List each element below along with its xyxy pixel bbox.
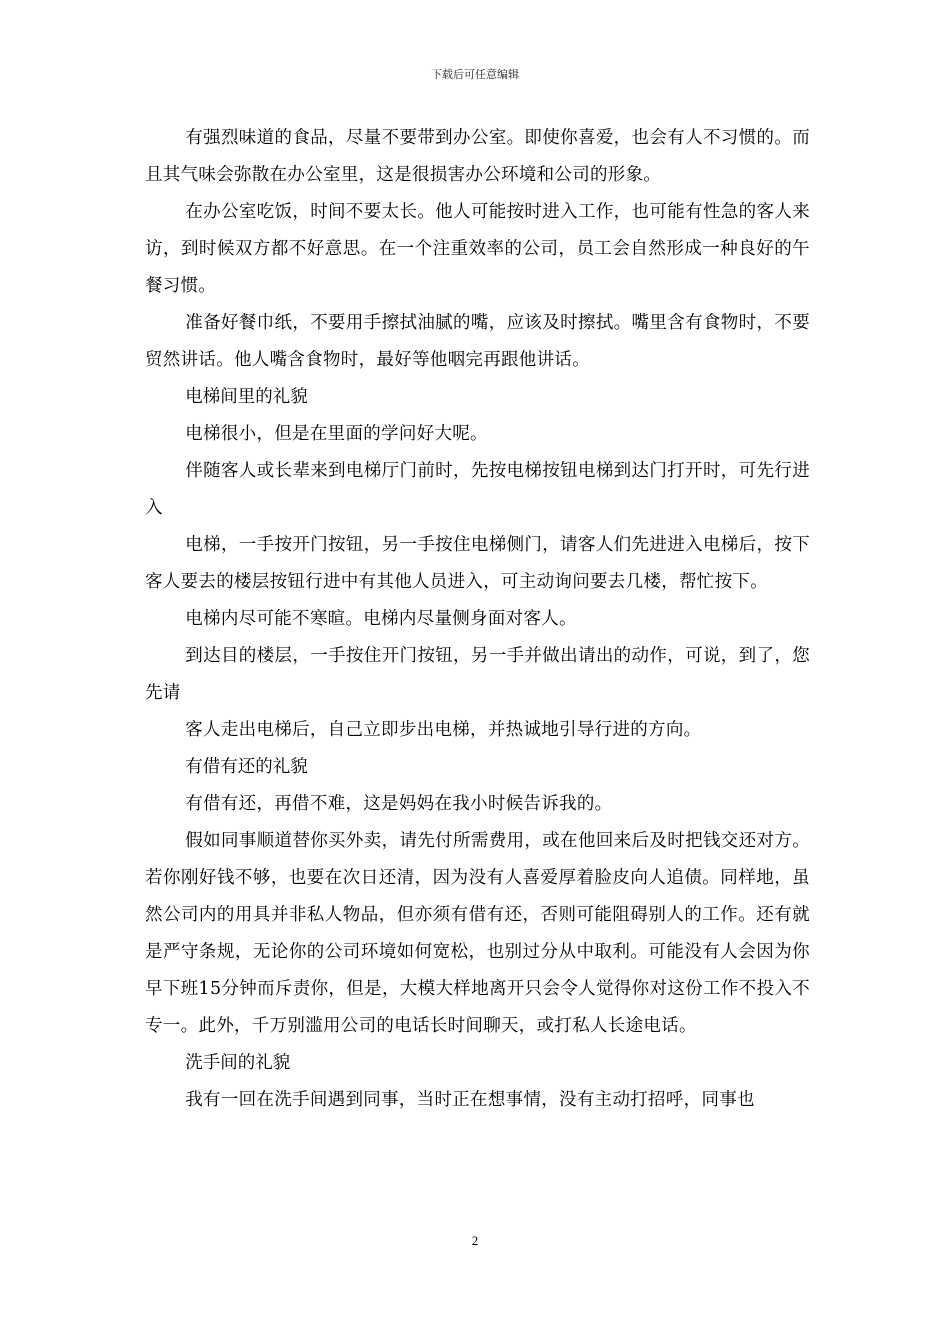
paragraph: 在办公室吃饭，时间不要太长。他人可能按时进入工作，也可能有性急的客人来访，到时候双方都不好意思。在一个注重效率的公司，员工会自然形成一种良好的午餐习惯。 xyxy=(145,202,810,296)
paragraph: 电梯很小，但是在里面的学问好大呢。 xyxy=(185,424,488,444)
paragraph: 电梯，一手按开门按钮，另一手按住电梯侧门，请客人们先进进入电梯后，按下客人要去的楼层按钮行进中有其他人员进入，可主动询问要去几楼，帮忙按下。 xyxy=(145,535,810,592)
paragraph: 我有一回在洗手间遇到同事，当时正在想事情，没有主动打招呼，同事也 xyxy=(185,1090,755,1110)
page-number: 2 xyxy=(471,1233,479,1248)
paragraph: 伴随客人或长辈来到电梯厅门前时，先按电梯按钮电梯到达门打开时，可先行进入 xyxy=(145,461,810,518)
paragraph: 电梯内尽可能不寒暄。电梯内尽量侧身面对客人。 xyxy=(185,609,577,629)
section-heading: 有借有还的礼貌 xyxy=(185,757,308,777)
paragraph: 准备好餐巾纸，不要用手擦拭油腻的嘴，应该及时擦拭。嘴里含有食物时，不要贸然讲话。他人嘴含食物时，最好等他咽完再跟他讲话。 xyxy=(145,313,810,370)
paragraph: 假如同事顺道替你买外卖，请先付所需费用，或在他回来后及时把钱交还对方。若你刚好钱不够，也要在次日还清，因为没有人喜爱厚着脸皮向人追债。同样地，虽然公司内的用具并非私人物品，但亦须有借有还，否则可能阻碍别人的工作。还有就是严守条规，无论你的公司环境如何宽松，也别过分从中取利。可能没有人会因为你早下班15分钟而斥责你，但是，大模大样地离开只会令人觉得你对这份工作不投入不专一。此外，千万别滥用公司的电话长时间聊天，或打私人长途电话。 xyxy=(145,831,810,1036)
section-heading: 洗手间的礼貌 xyxy=(185,1053,291,1073)
paragraph: 到达目的楼层，一手按住开门按钮，另一手并做出请出的动作，可说，到了，您先请 xyxy=(145,646,810,703)
document-body xyxy=(145,120,810,1119)
paragraph: 客人走出电梯后，自己立即步出电梯，并热诚地引导行进的方向。 xyxy=(185,720,702,740)
paragraph: 有强烈味道的食品，尽量不要带到办公室。即使你喜爱，也会有人不习惯的。而且其气味会弥散在办公室里，这是很损害办公环境和公司的形象。 xyxy=(145,128,810,185)
section-heading: 电梯间里的礼貌 xyxy=(185,387,308,407)
paragraph: 有借有还，再借不难，这是妈妈在我小时候告诉我的。 xyxy=(185,794,613,814)
page-header: 下载后可任意编辑 xyxy=(431,68,519,81)
